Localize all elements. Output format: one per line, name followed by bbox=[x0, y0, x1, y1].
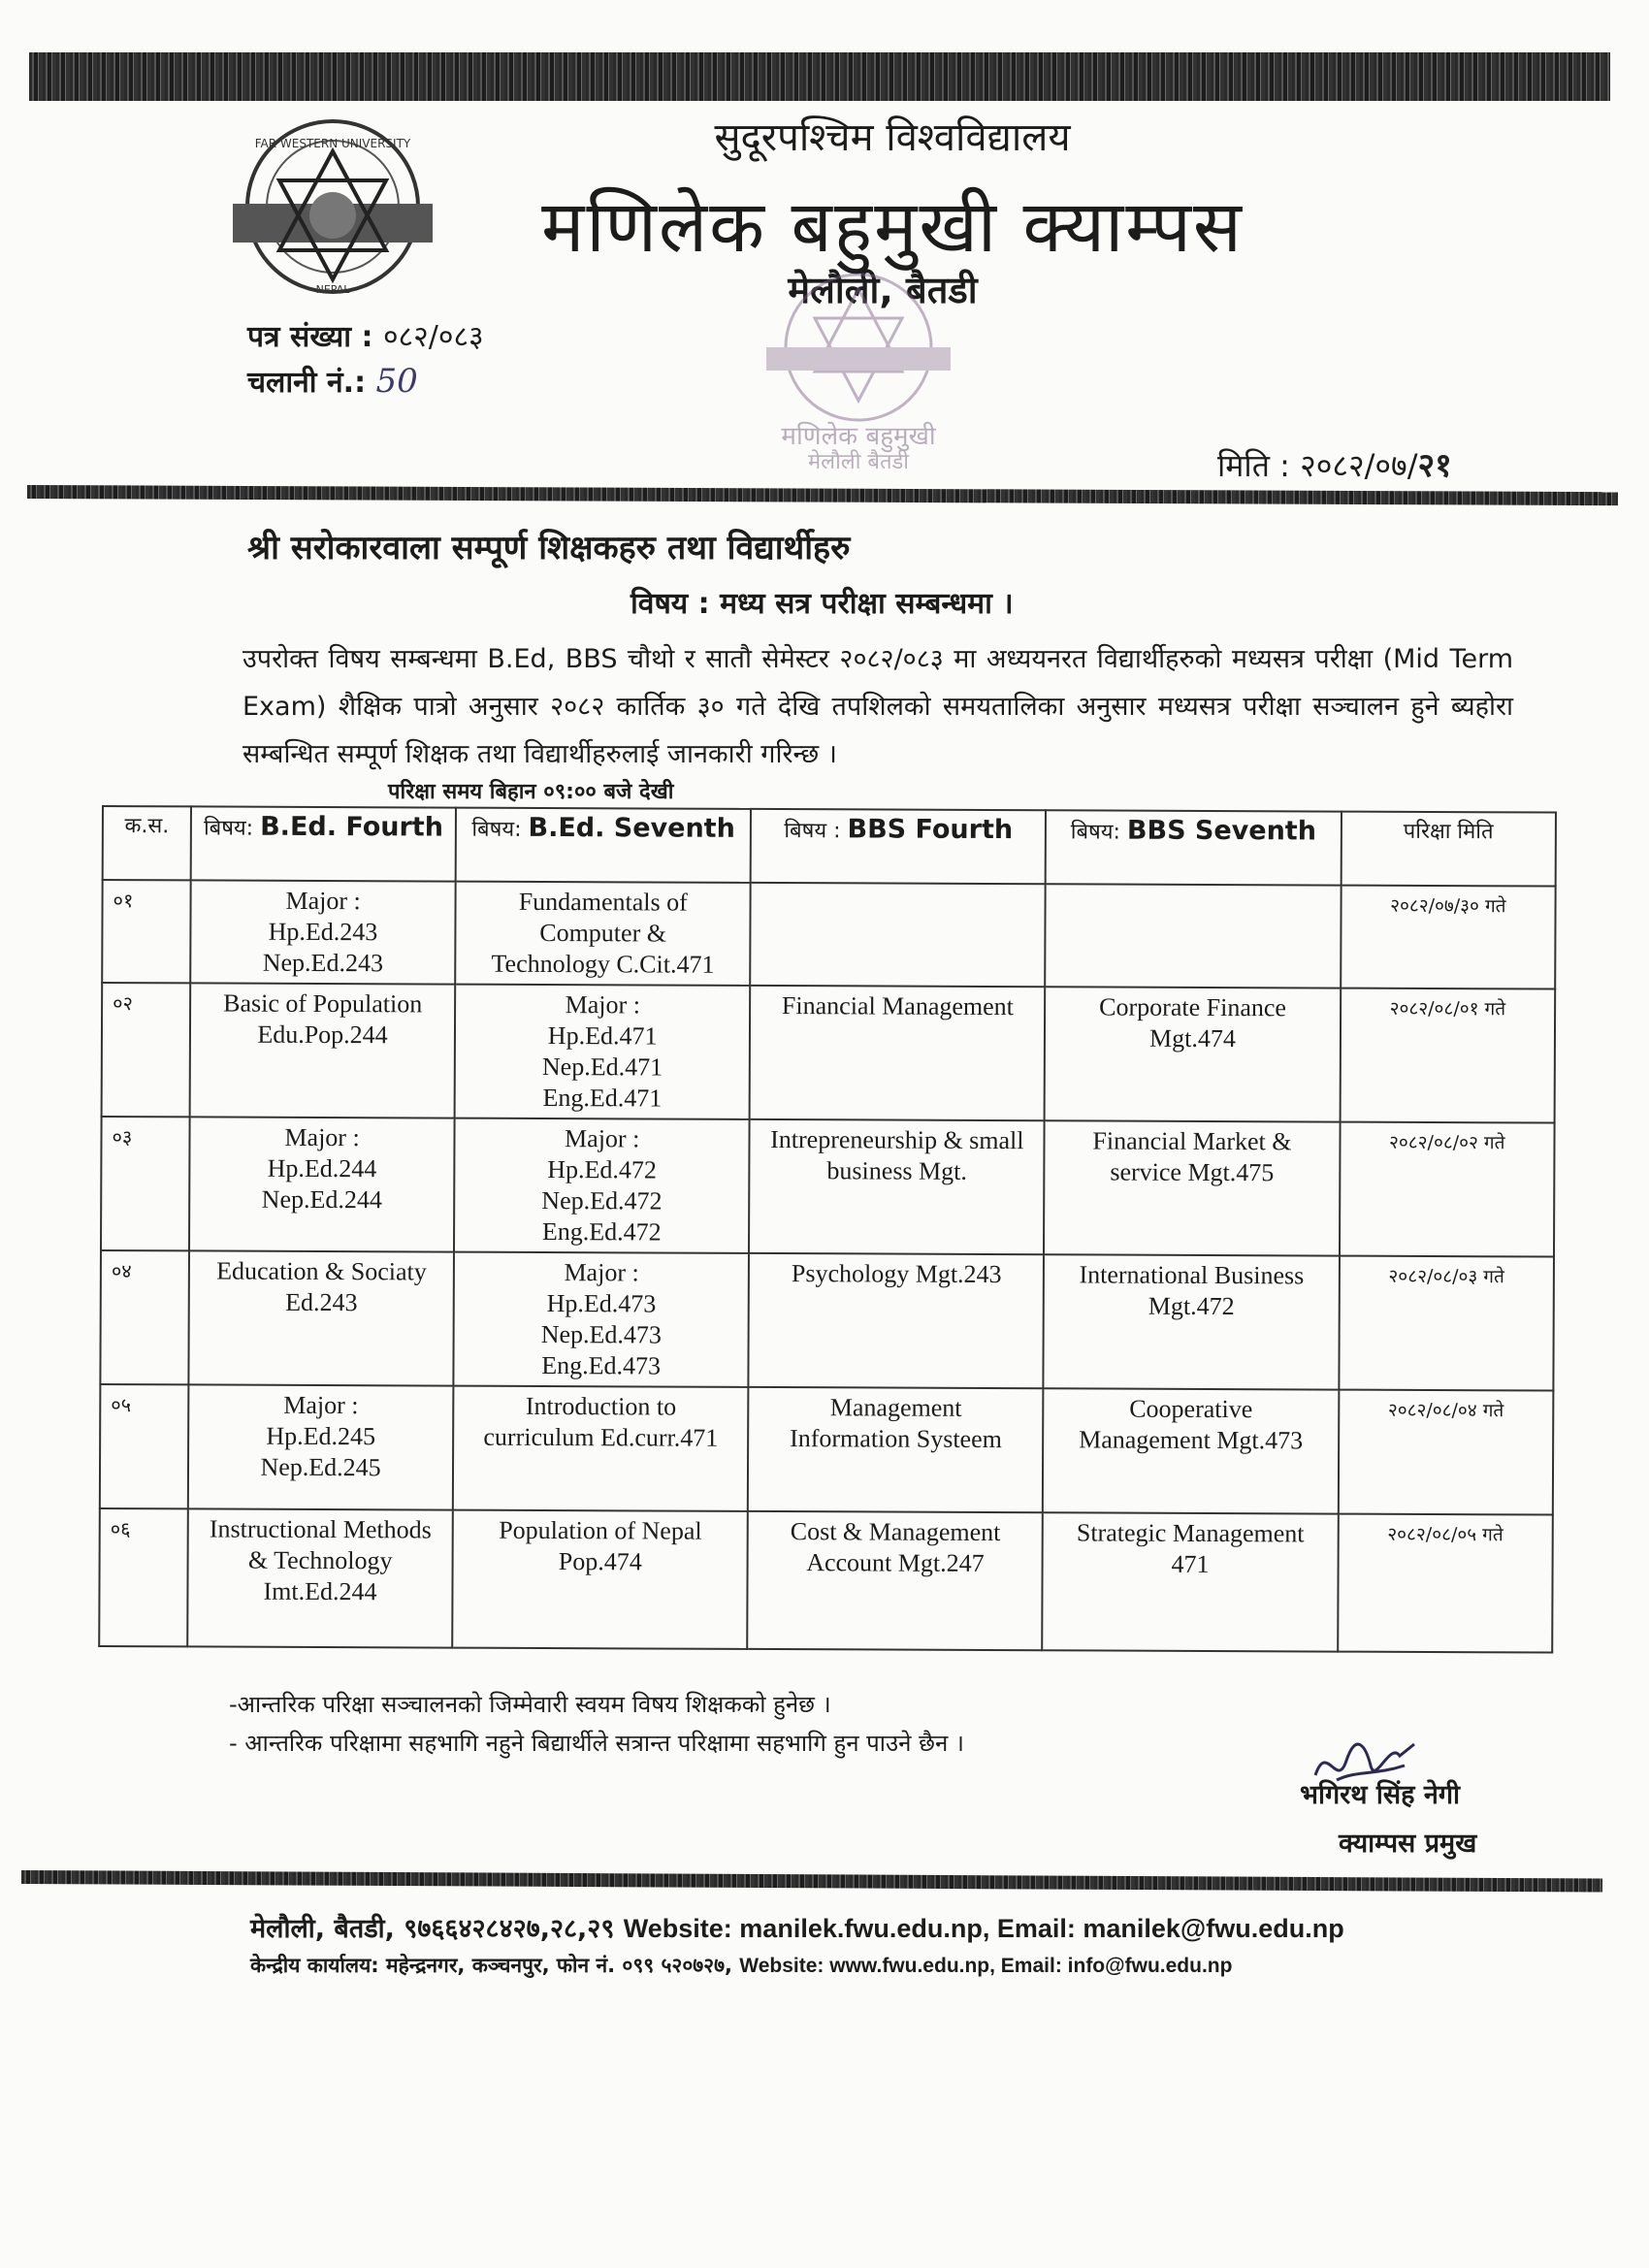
serial-number-cell: ०४ bbox=[100, 1250, 189, 1384]
serial-number-cell: ०३ bbox=[101, 1117, 190, 1250]
serial-number-cell: ०२ bbox=[102, 983, 191, 1117]
subject-line: Hp.Ed.472 bbox=[547, 1155, 657, 1184]
subject-line: Major : bbox=[564, 1258, 639, 1287]
letter-date bbox=[1217, 441, 1452, 486]
subject-line: Major : bbox=[565, 1124, 640, 1153]
bbs-seventh-cell bbox=[1044, 1254, 1340, 1389]
bbs-fourth-cell bbox=[750, 883, 1046, 987]
exam-date-cell: २०८२/०८/०३ गते bbox=[1339, 1256, 1554, 1391]
subject-line: Nep.Ed.473 bbox=[540, 1319, 662, 1349]
subject-line: Hp.Ed.471 bbox=[547, 1021, 658, 1051]
subject-line: Fundamentals of bbox=[518, 887, 688, 917]
serial-number-cell: ०५ bbox=[100, 1384, 189, 1508]
subject-line: Imt.Ed.244 bbox=[263, 1576, 377, 1606]
bbs-fourth-cell bbox=[749, 1119, 1045, 1254]
bbs-seventh-cell bbox=[1045, 987, 1341, 1121]
bed-seventh-cell bbox=[454, 1118, 750, 1253]
date-day-handwritten: २१ bbox=[1417, 446, 1452, 485]
subject-line: Eng.Ed.471 bbox=[542, 1083, 663, 1113]
subject-line: Basic of Population bbox=[223, 988, 423, 1019]
header-bbs-seventh: बिषय: BBS Seventh bbox=[1046, 810, 1341, 885]
header-exam-date: परिक्षा मिति bbox=[1341, 812, 1556, 887]
dispatch-number-label: चलानी नं.: bbox=[247, 366, 367, 400]
bbs-fourth-cell bbox=[748, 1387, 1044, 1512]
bed-fourth-cell bbox=[190, 983, 456, 1118]
letter-body: उपरोक्त विषय सम्बन्धमा B.Ed, BBS चौथो र सातौ सेमेस्टर २०८२/०८३ मा अध्ययनरत विद्यार्थीहरुको मध्यसत्र परीक्षा (Mid Term Exam) शैक्षिक पात्रो अनुसार २०८२ कार्तिक ३० गते देखि तपशिलको समयतालिका अनुसार मध्यसत्र परीक्षा सञ्चालन हुने ब्यहोरा सम्बन्धित सम्पूर्ण शिक्षक तथा विद्यार्थीहरुलाई जानकारी गरिन्छ । bbox=[242, 644, 1513, 769]
bbs-fourth-cell bbox=[750, 986, 1046, 1120]
subject-line: Computer & bbox=[539, 918, 667, 948]
signer-title: क्याम्पस प्रमुख bbox=[1339, 1829, 1477, 1859]
campus-web-email[interactable]: Website: manilek.fwu.edu.np, Email: manilek@fwu.edu.np bbox=[623, 1914, 1344, 1943]
campus-stamp-icon bbox=[737, 270, 980, 473]
subject-line: Introduction to bbox=[525, 1391, 677, 1421]
subject-line: Nep.Ed.243 bbox=[262, 948, 384, 978]
top-border-bar bbox=[29, 52, 1610, 101]
bbs-seventh-cell bbox=[1046, 884, 1342, 988]
university-logo-icon bbox=[231, 114, 435, 304]
subject-line: business Mgt. bbox=[826, 1156, 968, 1185]
subject-line: Population of Nepal bbox=[499, 1515, 702, 1545]
subject-line: विषय : मध्य सत्र परीक्षा सम्बन्धमा । bbox=[630, 587, 1014, 621]
dispatch-number-value: 50 bbox=[375, 362, 418, 401]
subject-line: Management Mgt.473 bbox=[1079, 1425, 1304, 1455]
signer-name: भगिरथ सिंह नेगी bbox=[1300, 1780, 1461, 1810]
bed-fourth-cell bbox=[190, 880, 456, 984]
subject-line: Ed.243 bbox=[285, 1287, 358, 1317]
bbs-fourth-cell bbox=[749, 1253, 1045, 1388]
subject-line: Major : bbox=[284, 1122, 360, 1152]
subject-line: Hp.Ed.245 bbox=[266, 1421, 376, 1451]
header-bed-fourth: बिषय: B.Ed. Fourth bbox=[191, 806, 456, 881]
bed-seventh-cell bbox=[455, 985, 751, 1119]
table-row bbox=[99, 1508, 1553, 1653]
subject-line: Mgt.474 bbox=[1148, 1023, 1236, 1053]
letter-number-label: पत्र संख्या : bbox=[247, 320, 373, 354]
svg-text:मेलौली बैतडी: मेलौली बैतडी bbox=[808, 450, 909, 473]
subject-line: Nep.Ed.472 bbox=[541, 1185, 663, 1215]
subject-line: curriculum Ed.curr.471 bbox=[483, 1422, 719, 1452]
table-row bbox=[100, 1384, 1554, 1515]
note-item: - आन्तरिक परिक्षामा सहभागि नहुने बिद्यार्थीले सत्रान्त परिक्षामा सहभागि हुन पाउने छैन । bbox=[229, 1730, 964, 1757]
subject-line: Instructional Methods bbox=[209, 1514, 432, 1544]
subject-line: Hp.Ed.473 bbox=[546, 1289, 657, 1318]
bbs-seventh-cell bbox=[1044, 1120, 1340, 1255]
exam-date-cell: २०८२/०८/०१ गते bbox=[1340, 988, 1555, 1123]
subject-line: Intrepreneurship & small bbox=[770, 1125, 1024, 1155]
date-value: २०८२/०७/ bbox=[1300, 447, 1418, 484]
serial-number-cell: ०६ bbox=[99, 1508, 188, 1646]
svg-text:FAR WESTERN UNIVERSITY: FAR WESTERN UNIVERSITY bbox=[254, 137, 411, 150]
subject-line: Eng.Ed.472 bbox=[541, 1216, 662, 1247]
exam-schedule-table bbox=[98, 805, 1557, 1654]
campus-contact bbox=[250, 1909, 1344, 1945]
subject-line: Major : bbox=[285, 886, 361, 916]
header-serial: क.स. bbox=[103, 806, 191, 880]
table-row bbox=[101, 1117, 1555, 1257]
bed-seventh-cell bbox=[454, 1252, 750, 1387]
table-row bbox=[102, 880, 1555, 989]
bed-seventh-cell bbox=[455, 882, 751, 986]
header-divider bbox=[27, 485, 1618, 505]
footer-divider bbox=[21, 1870, 1602, 1893]
subject-line: Corporate Finance bbox=[1099, 992, 1287, 1022]
central-office-web-email[interactable]: Website: www.fwu.edu.np, Email: info@fwu.edu.np bbox=[739, 1955, 1233, 1977]
subject-line: Psychology Mgt.243 bbox=[791, 1259, 1002, 1289]
subject-line: Nep.Ed.245 bbox=[260, 1452, 381, 1482]
bed-fourth-cell bbox=[187, 1508, 453, 1647]
bed-fourth-cell bbox=[188, 1250, 454, 1385]
subject-line: Edu.Pop.244 bbox=[257, 1020, 388, 1050]
subject-line: Hp.Ed.243 bbox=[268, 917, 378, 947]
subject-line: Mgt.472 bbox=[1148, 1291, 1235, 1321]
exam-date-cell: २०८२/०८/०५ गते bbox=[1338, 1514, 1553, 1653]
subject-line: Nep.Ed.244 bbox=[261, 1184, 382, 1215]
university-name: सुदूरपश्चिम विश्वविद्यालय bbox=[714, 115, 1071, 160]
subject-line: Financial Market & bbox=[1092, 1126, 1292, 1156]
note-item: -आन्तरिक परिक्षा सञ्चालनको जिम्मेवारी स्वयम विषय शिक्षकको हुनेछ । bbox=[229, 1691, 831, 1718]
subject-line: 471 bbox=[1171, 1549, 1210, 1578]
letter-number-value: ०८२/०८३ bbox=[382, 320, 484, 354]
subject-line: International Business bbox=[1079, 1260, 1305, 1290]
addressee: श्री सरोकारवाला सम्पूर्ण शिक्षकहरु तथा विद्यार्थीहरु bbox=[247, 529, 851, 567]
campus-location: मेलौली, बैतडी bbox=[788, 269, 978, 311]
subject-line: Strategic Management bbox=[1076, 1518, 1305, 1548]
subject-line: Information Systeem bbox=[790, 1424, 1002, 1454]
bed-seventh-cell bbox=[452, 1510, 748, 1649]
campus-name: मणिलेक बहुमुखी क्याम्पस bbox=[541, 185, 1244, 269]
bbs-seventh-cell bbox=[1043, 1388, 1339, 1513]
serial-number-cell: ०१ bbox=[102, 880, 190, 983]
subject-line: Pop.474 bbox=[558, 1547, 642, 1576]
subject-line: Major : bbox=[283, 1390, 359, 1420]
table-row bbox=[102, 983, 1556, 1123]
subject-line: Management bbox=[829, 1393, 962, 1422]
svg-text:NEPAL: NEPAL bbox=[315, 283, 350, 296]
date-label: मिति : bbox=[1217, 447, 1290, 484]
subject-line: & Technology bbox=[247, 1545, 393, 1575]
subject-line: Nep.Ed.471 bbox=[541, 1052, 663, 1082]
exam-date-cell: २०८२/०८/०२ गते bbox=[1340, 1122, 1555, 1257]
svg-text:मणिलेक बहुमुखी: मणिलेक बहुमुखी bbox=[781, 422, 936, 451]
bbs-fourth-cell bbox=[747, 1511, 1043, 1650]
central-office-contact bbox=[250, 1952, 1232, 1979]
exam-time: परिक्षा समय बिहान ०९:०० बजे देखी bbox=[388, 780, 674, 804]
header-bbs-fourth: बिषय : BBS Fourth bbox=[751, 809, 1046, 884]
bed-seventh-cell bbox=[453, 1386, 749, 1511]
exam-date-cell: २०८२/०८/०४ गते bbox=[1338, 1390, 1553, 1515]
subject-line: Eng.Ed.473 bbox=[541, 1350, 662, 1380]
subject-line: Major : bbox=[565, 990, 641, 1020]
subject-line: Education & Sociaty bbox=[216, 1256, 427, 1286]
subject-line: Financial Management bbox=[781, 991, 1015, 1021]
dispatch-number bbox=[247, 361, 418, 401]
subject-line: service Mgt.475 bbox=[1110, 1157, 1275, 1187]
table-header-row bbox=[103, 806, 1556, 887]
bed-fourth-cell bbox=[188, 1384, 454, 1509]
table-row bbox=[100, 1250, 1554, 1391]
exam-date-cell: २०८२/०७/३० गते bbox=[1341, 886, 1556, 989]
header-bed-seventh: बिषय: B.Ed. Seventh bbox=[456, 808, 751, 883]
bbs-seventh-cell bbox=[1043, 1512, 1339, 1651]
subject-line: Account Mgt.247 bbox=[806, 1548, 985, 1577]
subject-line: Cooperative bbox=[1129, 1394, 1253, 1424]
subject-line: Technology C.Cit.471 bbox=[491, 949, 715, 979]
bed-fourth-cell bbox=[189, 1117, 455, 1251]
subject-line: Cost & Management bbox=[790, 1517, 1001, 1547]
letter-number bbox=[247, 315, 484, 355]
subject-line: Hp.Ed.244 bbox=[267, 1153, 377, 1183]
campus-address-phone: मेलौली, बैतडी, ९७६६४२८४२७,२८,२९ bbox=[250, 1914, 624, 1944]
central-office-address: केन्द्रीय कार्यालय: महेन्द्रनगर, कञ्चनपुर, फोन नं. ०९९ ५२०७२७, bbox=[250, 1954, 740, 1977]
